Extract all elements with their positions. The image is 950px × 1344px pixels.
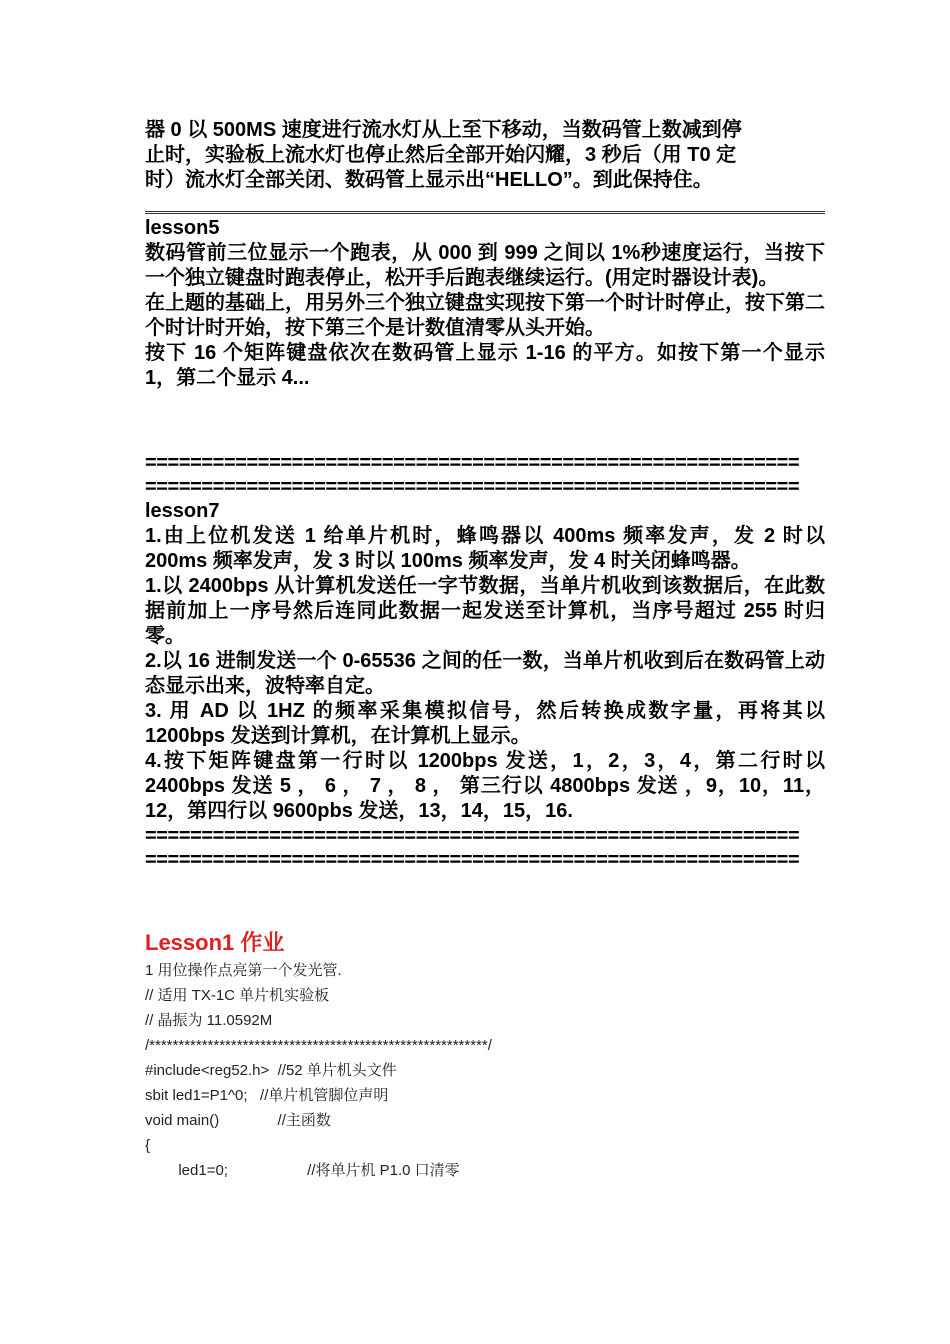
separator-line: ==========================================================	[145, 825, 800, 847]
lesson7-section	[145, 499, 825, 824]
lesson5-paragraph: 按下 16 个矩阵键盘依次在数码管上显示 1-16 的平方。如按下第一个显示 1，第二个显示 4...	[145, 342, 825, 389]
lesson7-paragraph: 4.按下矩阵键盘第一行时以 1200bps 发送，1，2，3，4，第二行时以 2400bps 发送 5 ， 6 ， 7 ， 8 ， 第三行以 4800bps 发送 ，9，10，11，12，第四行以 9600pbs 发送，13，14，15，16.	[145, 750, 825, 822]
double-rule-divider	[145, 211, 825, 214]
separator-line: ==========================================================	[145, 452, 800, 474]
intro-line: 止时，实验板上流水灯也停止然后全部开始闪耀，3 秒后（用 T0 定	[145, 144, 737, 166]
code-line: void main() //主函数	[145, 1112, 331, 1129]
separator-line: ==========================================================	[145, 476, 800, 498]
code-line: 1 用位操作点亮第一个发光管.	[145, 962, 342, 979]
code-listing	[145, 958, 825, 1183]
intro-text	[145, 118, 825, 193]
lesson1-title: Lesson1 作业	[145, 930, 285, 955]
lesson7-title: lesson7	[145, 500, 220, 522]
code-line: #include<reg52.h> //52 单片机头文件	[145, 1062, 397, 1079]
document-page	[145, 118, 825, 1183]
code-line: /**********************************************************/	[145, 1037, 492, 1054]
lesson5-paragraph: 在上题的基础上，用另外三个独立键盘实现按下第一个时计时停止，按下第二个时计时开始，按下第三个是计数值清零从头开始。	[145, 292, 825, 339]
lesson7-paragraph: 2.以 16 进制发送一个 0-65536 之间的任一数，当单片机收到后在数码管上动态显示出来，波特率自定。	[145, 650, 825, 697]
code-line: led1=0; //将单片机 P1.0 口清零	[145, 1162, 460, 1179]
lesson7-paragraph: 3. 用 AD 以 1HZ 的频率采集模拟信号，然后转换成数字量，再将其以 1200bps 发送到计算机，在计算机上显示。	[145, 700, 825, 747]
separator-line: ==========================================================	[145, 849, 800, 871]
intro-line: 器 0 以 500MS 速度进行流水灯从上至下移动，当数码管上数减到停	[145, 119, 742, 141]
code-line: sbit led1=P1^0; //单片机管脚位声明	[145, 1087, 389, 1104]
code-line: // 晶振为 11.0592M	[145, 1012, 273, 1029]
lesson7-paragraph: 1.以 2400bps 从计算机发送任一字节数据，当单片机收到该数据后，在此数据前加上一序号然后连同此数据一起发送至计算机，当序号超过 255 时归零。	[145, 575, 825, 647]
code-line: // 适用 TX-1C 单片机实验板	[145, 987, 330, 1004]
intro-line: 时）流水灯全部关闭、数码管上显示出“HELLO”。到此保持住。	[145, 169, 713, 191]
lesson5-paragraph: 数码管前三位显示一个跑表，从 000 到 999 之间以 1%秒速度运行，当按下一个独立键盘时跑表停止，松开手后跑表继续运行。(用定时器设计表)。	[145, 242, 825, 289]
lesson5-section	[145, 216, 825, 391]
lesson7-paragraph: 1.由上位机发送 1 给单片机时，蜂鸣器以 400ms 频率发声，发 2 时以 200ms 频率发声，发 3 时以 100ms 频率发声，发 4 时关闭蜂鸣器。	[145, 525, 825, 572]
code-line: {	[145, 1137, 151, 1154]
lesson5-title: lesson5	[145, 217, 220, 239]
